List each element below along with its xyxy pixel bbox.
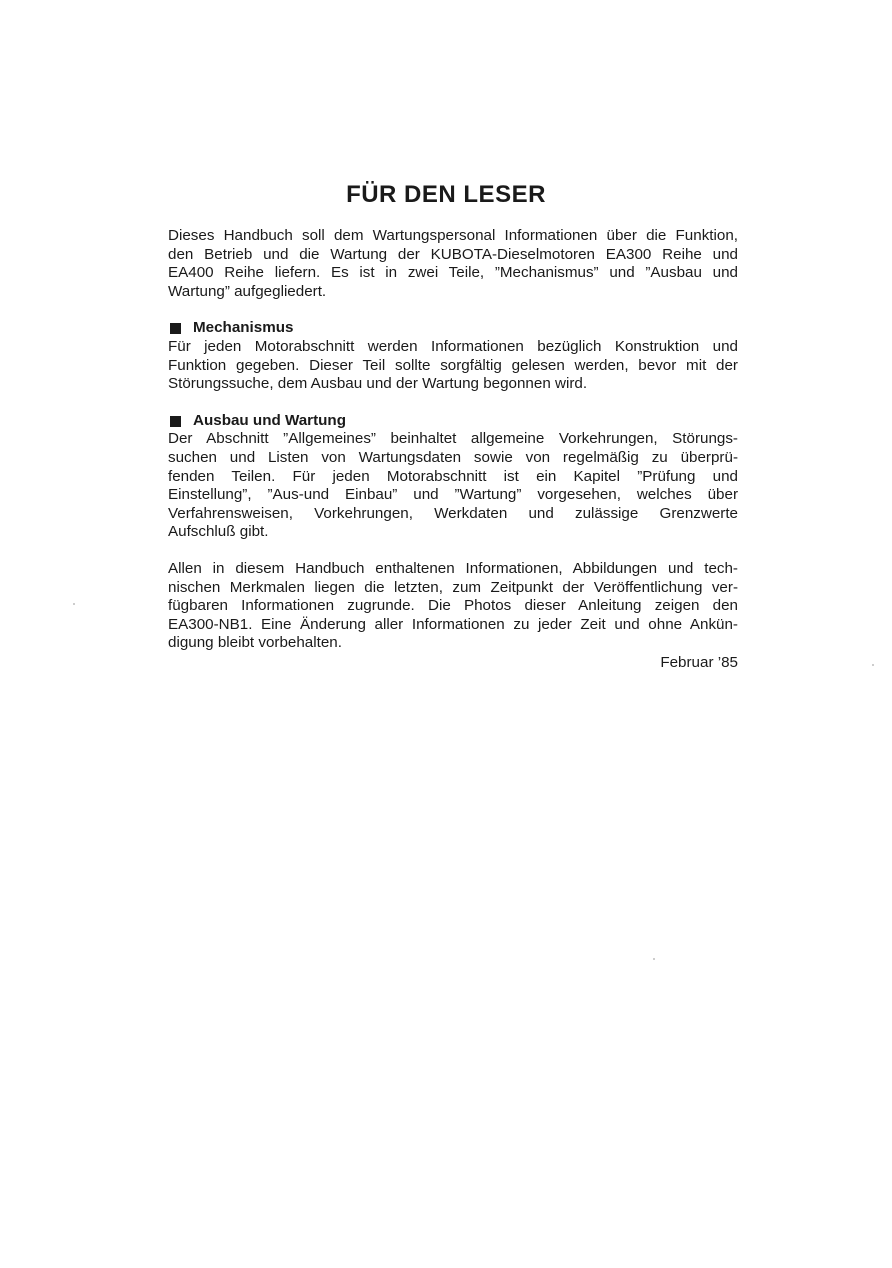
- section-paragraph: [168, 430, 738, 542]
- scan-speck: [73, 603, 75, 605]
- page-title: FÜR DEN LESER: [346, 181, 546, 208]
- section-heading: [168, 412, 738, 431]
- document-body: [168, 227, 738, 672]
- closing-line: fügbaren Informationen zugrunde. Die Photos dieser Anleitung zeigen den: [168, 597, 738, 615]
- section-line: fenden Teilen. Für jeden Motorabschnitt ist ein Kapitel ”Prüfung und: [168, 467, 738, 485]
- scan-speck: [872, 664, 874, 666]
- closing-paragraph: [168, 560, 738, 653]
- section-heading-label: Mechanismus: [193, 319, 294, 337]
- section-line: Für jeden Motorabschnitt werden Informationen bezüglich Konstruktion und: [168, 337, 738, 355]
- document-date: Februar ’85: [660, 653, 738, 671]
- scan-speck: [653, 958, 655, 960]
- section-line: Aufschluß gibt.: [168, 523, 269, 541]
- closing-line: digung bleibt vorbehalten.: [168, 634, 342, 652]
- intro-line: Dieses Handbuch soll dem Wartungspersonal Informationen über die Funktion,: [168, 227, 738, 244]
- section-line: Einstellung”, ”Aus-und Einbau” und ”Wartung” vorgesehen, welches über: [168, 486, 738, 504]
- closing-line: Allen in diesem Handbuch enthaltenen Informationen, Abbildungen und tech-: [168, 559, 738, 577]
- section-line: Funktion gegeben. Dieser Teil sollte sorgfältig gelesen werden, bevor mit der: [168, 356, 738, 374]
- square-bullet-icon: [170, 416, 181, 427]
- closing-line: nischen Merkmalen liegen die letzten, zum Zeitpunkt der Veröffentlichung ver-: [168, 578, 738, 596]
- intro-line: den Betrieb und die Wartung der KUBOTA-Dieselmotoren EA300 Reihe und: [168, 245, 738, 263]
- square-bullet-icon: [170, 323, 181, 334]
- intro-line: Wartung” aufgegliedert.: [168, 282, 327, 300]
- intro-line: EA400 Reihe liefern. Es ist in zwei Teile, ”Mechanismus” und ”Ausbau und: [168, 264, 738, 282]
- section-line: suchen und Listen von Wartungsdaten sowie von regelmäßig zu überprü-: [168, 448, 738, 466]
- section-heading: [168, 319, 738, 338]
- section-line: Der Abschnitt ”Allgemeines” beinhaltet allgemeine Vorkehrungen, Störungs-: [168, 430, 738, 448]
- section-mechanismus: [168, 319, 738, 393]
- section-heading-label: Ausbau und Wartung: [193, 411, 346, 429]
- section-line: Störungssuche, dem Ausbau und der Wartung begonnen wird.: [168, 375, 588, 393]
- section-paragraph: [168, 338, 738, 394]
- closing-line: EA300-NB1. Eine Änderung aller Informationen zu jeder Zeit und ohne Ankün-: [168, 615, 738, 633]
- section-line: Verfahrensweisen, Vorkehrungen, Werkdaten und zulässige Grenzwerte: [168, 504, 738, 522]
- section-ausbau-und-wartung: [168, 412, 738, 542]
- intro-paragraph: [168, 227, 738, 301]
